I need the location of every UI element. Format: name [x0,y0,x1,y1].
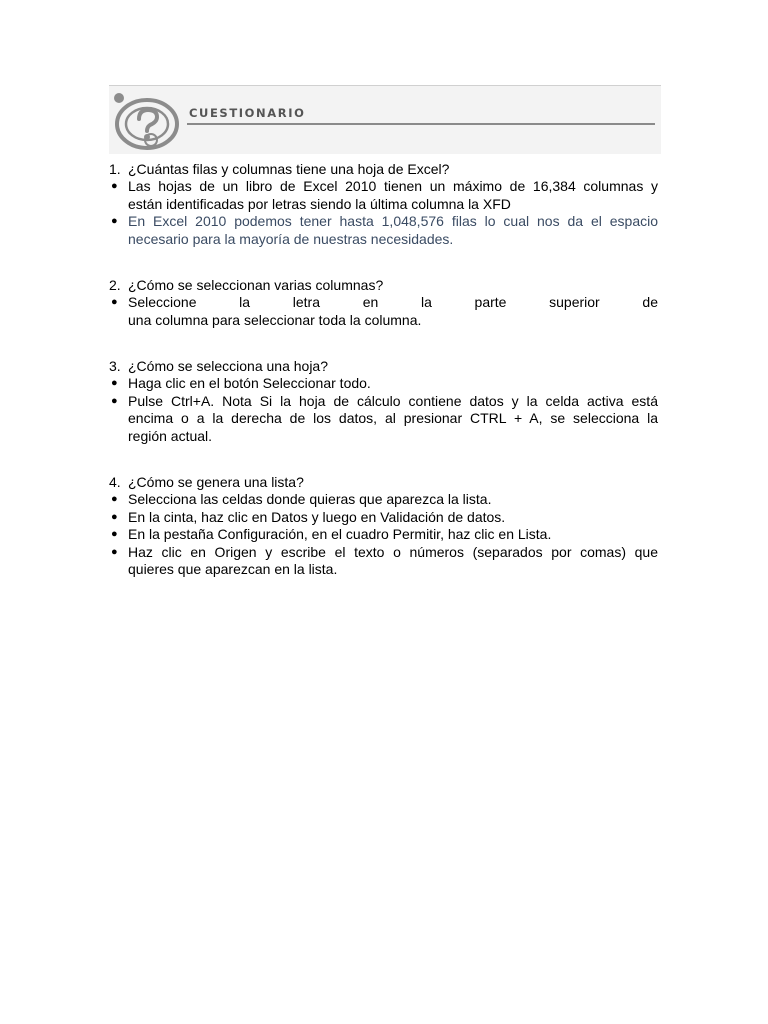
answer-line: Seleccione la letra en la parte superior de [128,294,658,310]
question-4 [109,473,661,491]
answer-line: En Excel 2010 podemos tener hasta 1,048,576 filas lo cual nos da el espacio [128,213,658,229]
question-2 [109,276,661,294]
answer-text: Selecciona las celdas donde quieras que aparezca la lista. [128,491,492,507]
answer-line: Pulse Ctrl+A. Nota Si la hoja de cálculo contiene datos y la celda activa está [128,392,658,409]
answer-line: Las hojas de un libro de Excel 2010 tienen un máximo de 16,384 columnas y [128,178,658,194]
list-item [109,213,658,248]
question-number: 2. [109,277,121,293]
bullet-icon: ● [111,296,118,308]
question-number: 4. [109,474,121,490]
answer-line: una columna para seleccionar toda la columna. [128,311,422,328]
question-1 [109,160,661,178]
bullet-icon: ● [111,377,118,389]
list-item [109,544,658,579]
question-number: 1. [109,161,121,177]
list-item [109,375,658,393]
banner-divider [187,123,655,125]
list-item [109,393,658,446]
bullet-icon: ● [111,510,118,523]
answer-list-4 [109,491,661,579]
question-text: ¿Cómo se genera una lista? [128,474,304,490]
bullet-icon: ● [111,394,118,407]
bullet-icon: ● [111,180,118,192]
bullet-icon: ● [111,215,118,227]
bullet-icon: ● [111,493,118,505]
question-number: 3. [109,358,121,374]
answer-list-3 [109,375,661,445]
answer-text: Haga clic en el botón Seleccionar todo. [128,375,371,391]
list-item [109,178,658,213]
answer-list-2 [109,294,661,329]
document-page [109,85,661,579]
answer-text: En la cinta, haz clic en Datos y luego en Validación de datos. [128,508,506,525]
question-mark-icon [111,90,181,152]
answer-line: región actual. [128,427,213,444]
list-item [109,491,658,509]
answer-line: encima o a la derecha de los datos, al presionar CTRL + A, se selecciona la [128,410,658,426]
question-text: ¿Cómo se selecciona una hoja? [128,358,329,374]
answer-line: necesario para la mayoría de nuestras necesidades. [128,230,454,247]
answer-text: En la pestaña Configuración, en el cuadro Permitir, haz clic en Lista. [128,526,552,542]
answer-line: quieres que aparezcan en la lista. [128,561,338,577]
cuestionario-banner [109,85,661,154]
list-item [109,294,658,329]
question-text: ¿Cómo se seleccionan varias columnas? [128,277,384,293]
answer-list-1 [109,178,661,248]
list-item [109,509,658,527]
list-item [109,526,658,544]
question-3 [109,357,661,375]
banner-title: CUESTIONARIO [189,106,306,120]
bullet-icon: ● [111,545,118,558]
bullet-icon: ● [111,528,118,540]
answer-line: están identificadas por letras siendo la última columna la XFD [128,195,511,212]
question-text: ¿Cuántas filas y columnas tiene una hoja de Excel? [128,161,450,177]
answer-line: Haz clic en Origen y escribe el texto o números (separados por comas) que [128,543,658,560]
